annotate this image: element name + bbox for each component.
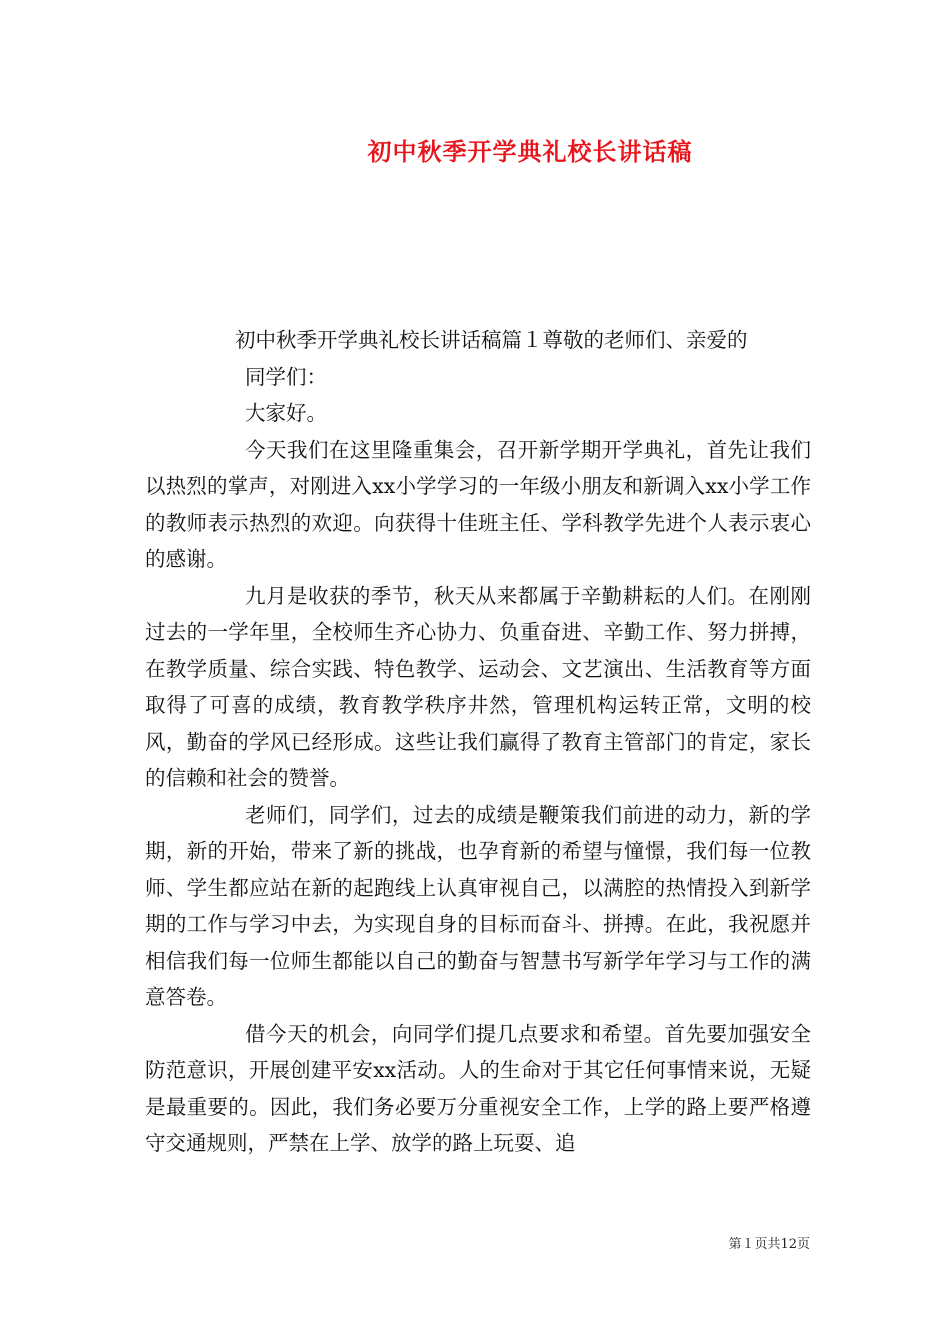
paragraph-welcome: 今天我们在这里隆重集会，召开新学期开学典礼，首先让我们以热烈的掌声，对刚进入xx小学学习的一年级小朋友和新调入xx小学工作的教师表示热烈的欢迎。向获得十佳班主任、学科教学先进个人表示衷心的感谢。 bbox=[145, 437, 811, 571]
paragraph-requirements: 借今天的机会，向同学们提几点要求和希望。首先要加强安全防范意识，开展创建平安xx活动。人的生命对于其它任何事情来说，无疑是最重要的。因此，我们务必要万分重视安全工作，上学的路上要严格遵守交通规则，严禁在上学、放学的路上玩耍、追 bbox=[145, 1021, 811, 1155]
document-body bbox=[145, 322, 811, 1162]
greeting-line: 大家好。 bbox=[245, 401, 327, 425]
paragraph-achievements: 九月是收获的季节，秋天从来都属于辛勤耕耘的人们。在刚刚过去的一学年里，全校师生齐心协力、负重奋进、辛勤工作、努力拼搏，在教学质量、综合实践、特色教学、运动会、文艺演出、生活教育等方面取得了可喜的成绩，教育教学秩序井然，管理机构运转正常，文明的校风，勤奋的学风已经形成。这些让我们赢得了教育主管部门的肯定，家长的信赖和社会的赞誉。 bbox=[145, 583, 811, 790]
paragraph-new-term: 老师们，同学们，过去的成绩是鞭策我们前进的动力，新的学期，新的开始，带来了新的挑战，也孕育新的希望与憧憬，我们每一位教师、学生都应站在新的起跑线上认真审视自己，以满腔的热情投入到新学期的工作与学习中去，为实现自身的目标而奋斗、拼搏。在此，我祝愿并相信我们每一位师生都能以自己的勤奋与智慧书写新学年学习与工作的满意答卷。 bbox=[145, 802, 811, 1009]
intro-line: 初中秋季开学典礼校长讲话稿篇１尊敬的老师们、亲爱的 bbox=[235, 328, 748, 352]
intro-line-continuation: 同学们： bbox=[245, 364, 327, 389]
page-number: 第１页共12页 bbox=[728, 1237, 810, 1252]
page-title: 初中秋季开学典礼校长讲话稿 bbox=[367, 137, 693, 166]
